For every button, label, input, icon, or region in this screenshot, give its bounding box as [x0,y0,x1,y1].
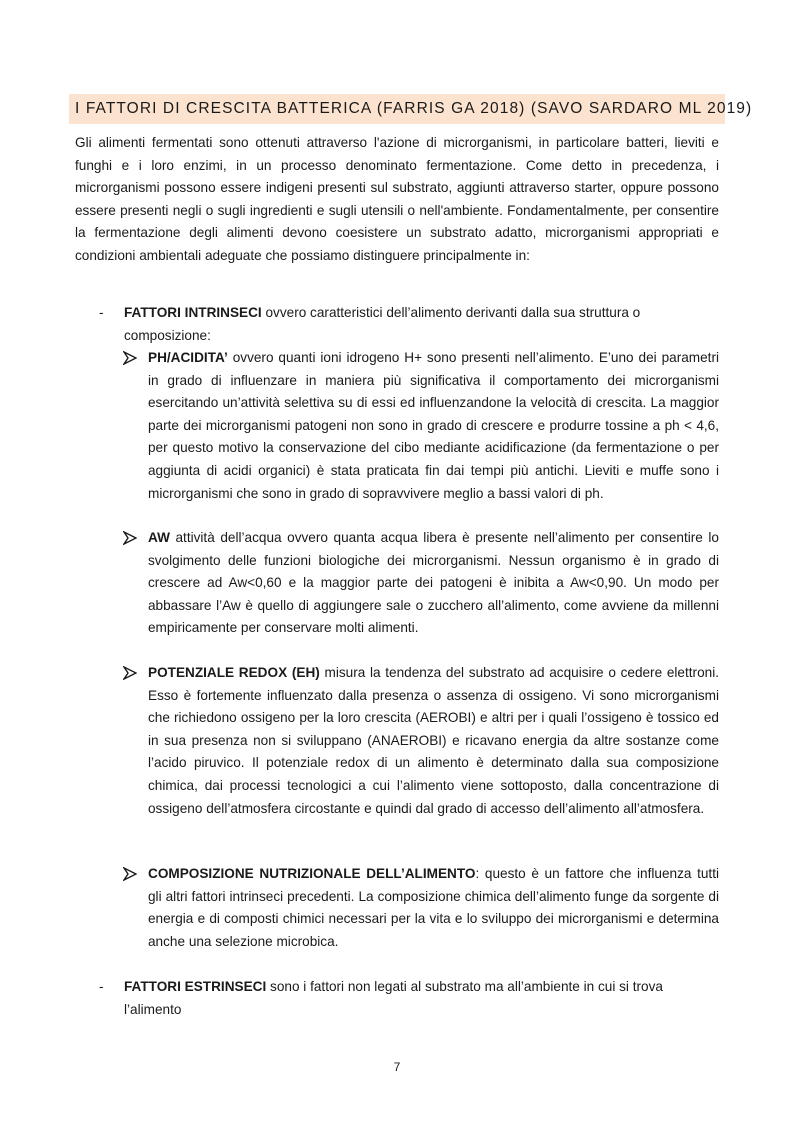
sub-item-label: AW [148,530,170,545]
sub-item-aw [123,527,719,640]
arrow-bullet-icon [123,351,137,365]
sub-item-label: POTENZIALE REDOX (EH) [148,665,320,680]
arrow-bullet-icon [123,867,137,881]
sub-item-label: COMPOSIZIONE NUTRIZIONALE DELL’ALIMENTO [148,866,476,881]
extrinsic-factors-text: sono i fattori non legati al substrato ma all’ambiente in cui si trova l’alimento [124,979,663,1017]
dash-bullet: - [99,979,104,994]
section-heading: I FATTORI DI CRESCITA BATTERICA (FARRIS GA 2018) (SAVO SARDARO ML 2019) [69,94,725,124]
extrinsic-factors-label: FATTORI ESTRINSECI [124,979,267,994]
extrinsic-factors-item [75,976,719,1021]
sub-item-redox [123,662,719,820]
sub-item-text: misura la tendenza del substrato ad acquisire o cedere elettroni. Esso è fortemente influenzato dalla presenza o assenza di ossigeno. Vi sono microrganismi che richiedono ossigeno per la loro crescita (AEROBI) e altri per i quali l’ossigeno è tossico ed in sua presenza non si sviluppano (ANAEROBI) e ricavano energia da altre sostanze come l’acido piruvico. Il potenziale redox di un alimento è determinato dalla sua composizione chimica, dai processi tecnologici a cui l’alimento viene sottoposto, dalla concentrazione di ossigeno dell’atmosfera circostante e quindi dal grado di accesso dell’alimento all’atmosfera. [148,665,719,816]
sub-item-text: attività dell’acqua ovvero quanta acqua libera è presente nell’alimento per consentire lo svolgimento delle funzioni biologiche dei microrganismi. Nessun organismo è in grado di crescere ad Aw<0,60 e la maggior parte dei patogeni è inibita a Aw<0,90. Un modo per abbassare l’Aw è quello di aggiungere sale o zucchero all’alimento, come avviene da millenni empiricamente per conservare molti alimenti. [148,530,719,636]
intrinsic-factors-text: ovvero caratteristici dell’alimento derivanti dalla sua struttura o composizione: [124,305,641,343]
intrinsic-factors-label: FATTORI INTRINSECI [124,305,262,320]
sub-item-label: PH/ACIDITA’ [148,350,228,365]
intro-paragraph: Gli alimenti fermentati sono ottenuti attraverso l'azione di microrganismi, in particolare batteri, lieviti e funghi e i loro enzimi, in un processo denominato fermentazione. Come detto in precedenza, i microrganismi possono essere indigeni presenti sul substrato, aggiunti attraverso starter, oppure possono essere presenti negli o sugli ingredienti e sugli utensili o nell'ambiente. Fondamentalmente, per consentire la fermentazione degli alimenti devono coesistere un substrato adatto, microrganismi appropriati e condizioni ambientali adeguate che possiamo distinguere principalmente in: [75,135,719,263]
sub-item-text: ovvero quanti ioni idrogeno H+ sono presenti nell’alimento. E’uno dei parametri in grado di influenzare in maniera più significativa il comportamento dei microrganismi esercitando un’attività selettiva su di essi ed influenzandone la velocità di crescita. La maggior parte dei microrganismi patogeni non sono in grado di crescere e produrre tossine a ph < 4,6, per questo motivo la conservazione del cibo mediante acidificazione (da fermentazione o per aggiunta di acidi organici) è stata praticata fin dai tempi più antichi. Lieviti e muffe sono i microrganismi che sono in grado di sopravvivere meglio a bassi valori di ph. [148,350,719,501]
sub-item-ph [123,347,719,505]
arrow-bullet-icon [123,531,137,545]
page-number: 7 [393,1060,401,1074]
dash-bullet: - [99,305,104,320]
intrinsic-factors-item [75,302,719,347]
sub-item-text: : questo è un fattore che influenza tutti gli altri fattori intrinseci precedenti. La composizione chimica dell’alimento funge da sorgente di energia e di composti chimici necessari per la vita e lo sviluppo dei microrganismi e determina anche una selezione microbica. [148,866,719,949]
sub-item-composition [123,863,719,953]
arrow-bullet-icon [123,666,137,680]
